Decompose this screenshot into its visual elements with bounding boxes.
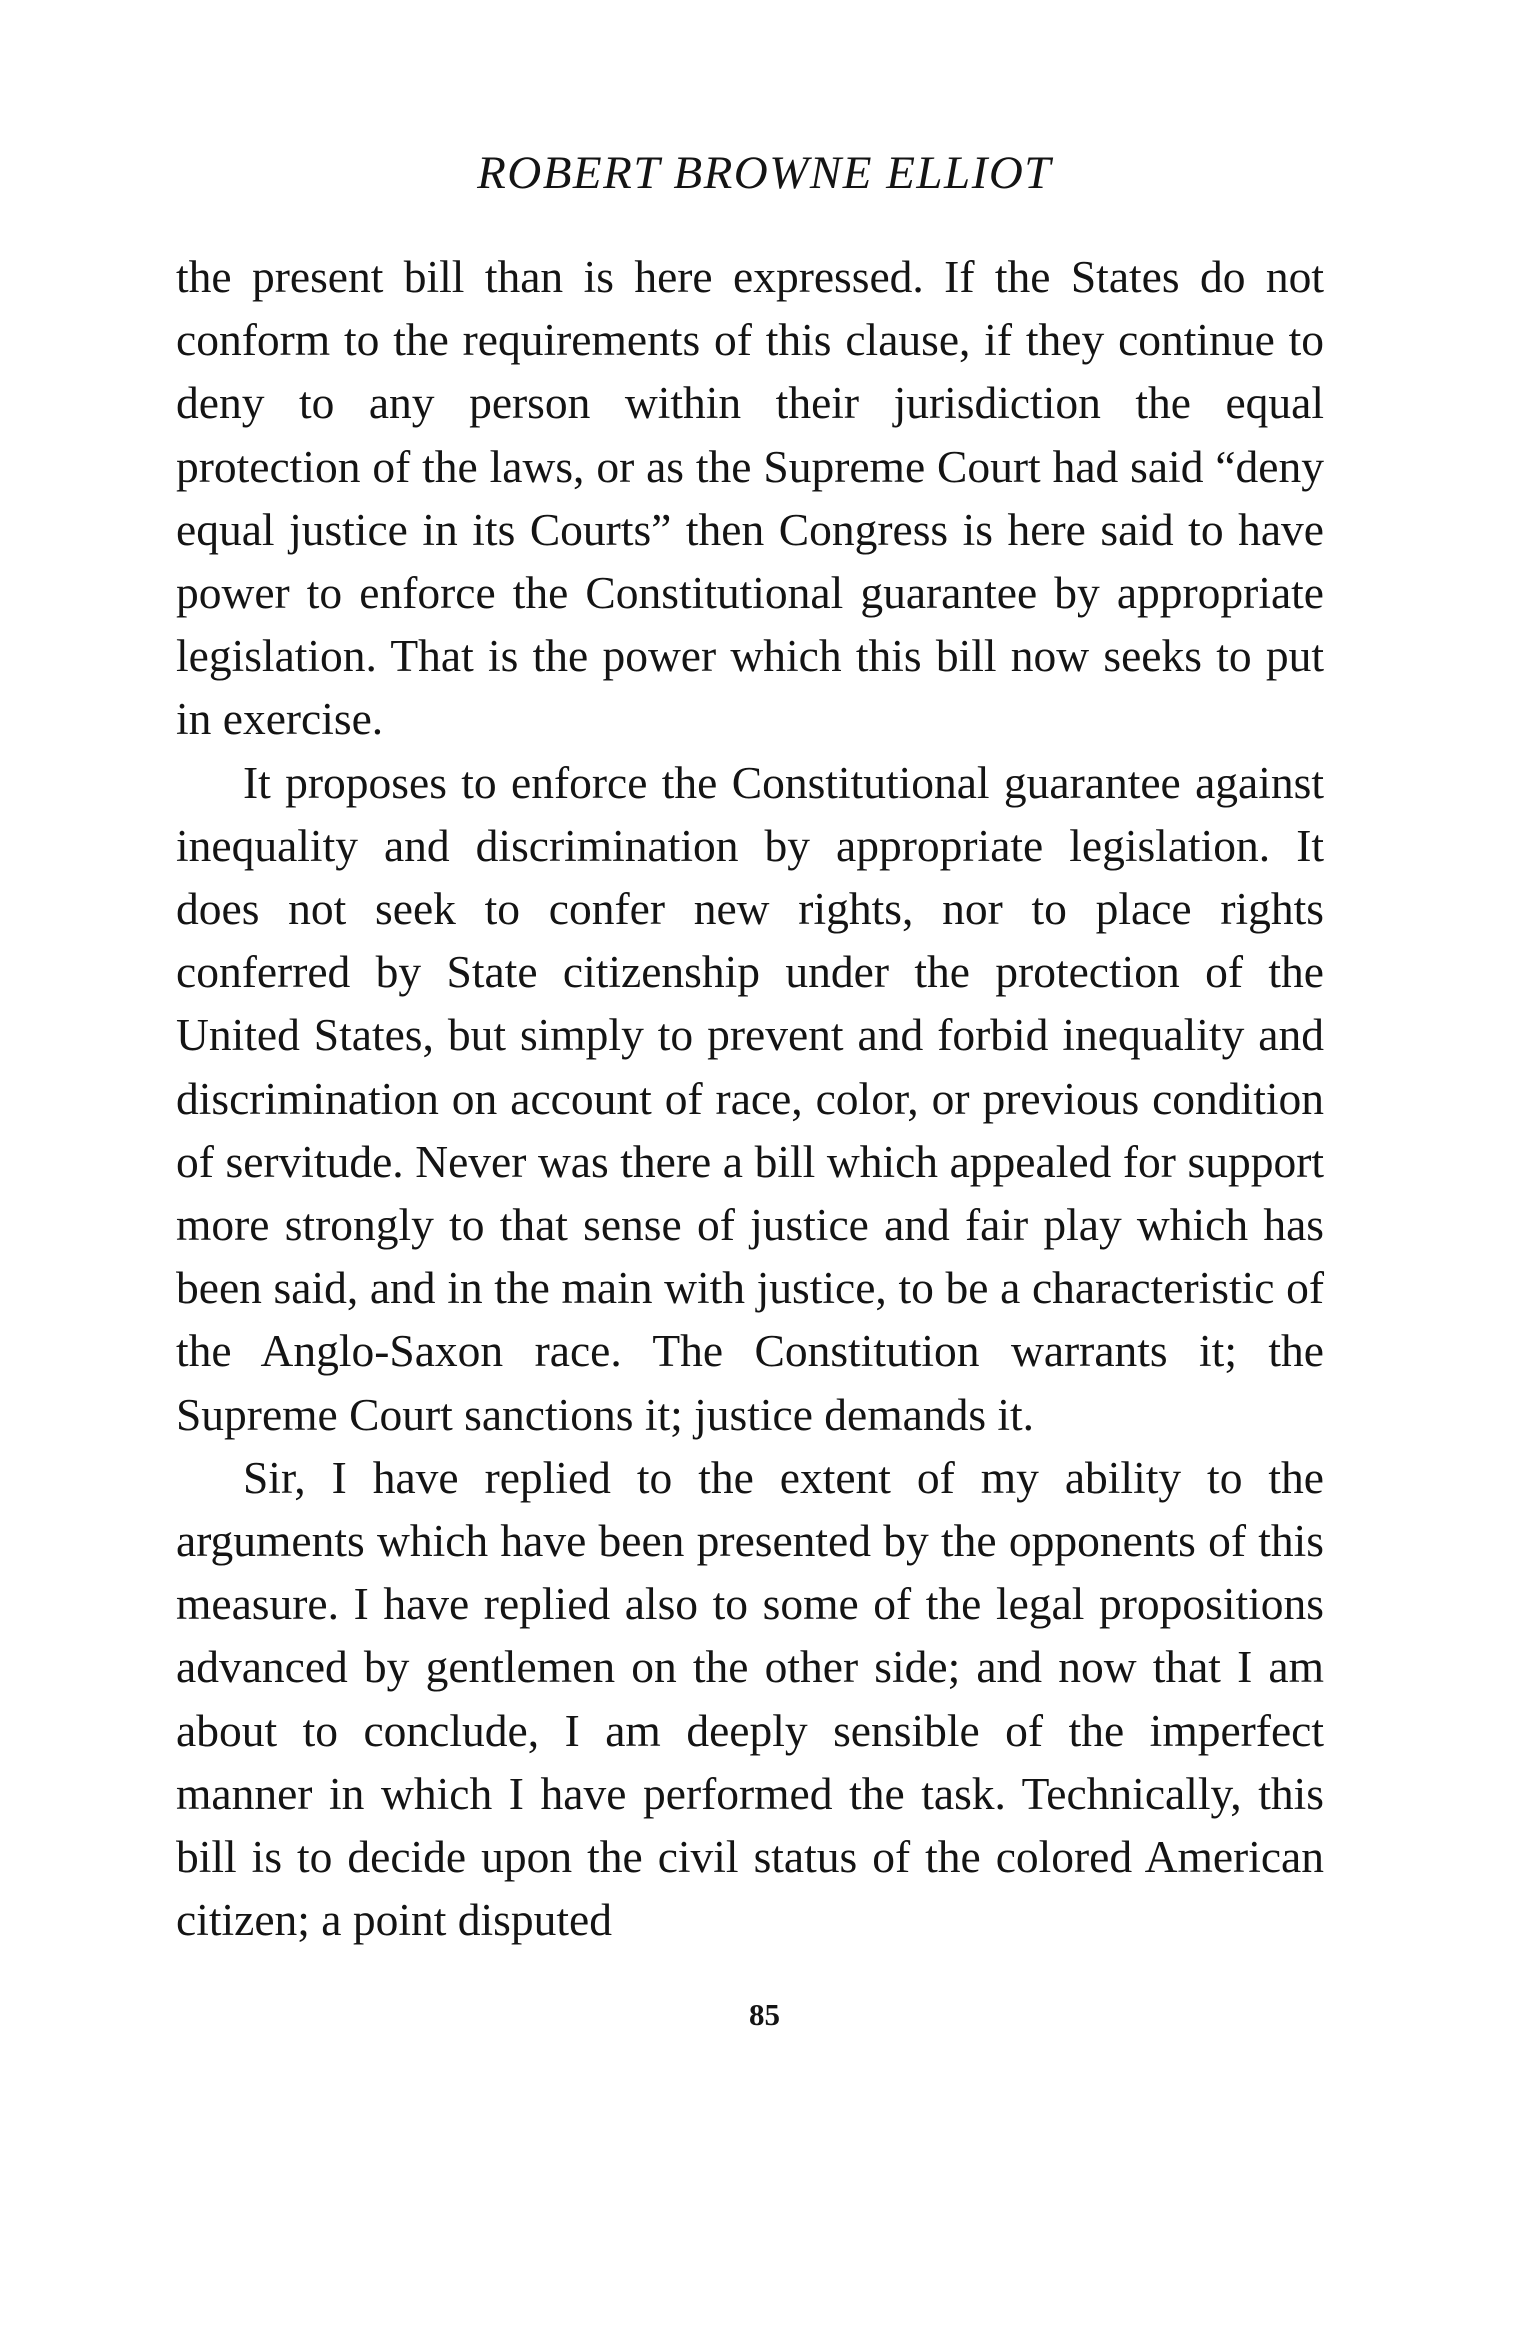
page-number: 85 [749,1997,780,2032]
paragraph: Sir, I have replied to the extent of my ability to the arguments which have been presented by the opponents of this measure. I have replied also to some of the legal propositions advanced by gentlemen on the other side; and now that I am about to conclude, I am deeply sensible of the imperfect manner in which I have performed the task. Technically, this bill is to decide upon the civil status of the colored American citizen; a point disputed [176,1451,1324,1946]
body-text [176,245,1324,1951]
paragraph: It proposes to enforce the Constitutional guarantee against inequality and discrimination by appropriate legislation. It does not seek to confer new rights, nor to place rights conferred by State citizenship under the protection of the United States, but simply to prevent and forbid inequality and discrimination on account of race, color, or previous condition of servitude. Never was there a bill which appealed for support more strongly to that sense of justice and fair play which has been said, and in the main with justice, to be a characteristic of the Anglo-Saxon race. The Constitution warrants it; the Supreme Court sanctions it; justice demands it. [176,756,1324,1440]
running-head: ROBERT BROWNE ELLIOT [477,147,1052,199]
paragraph-continued: the present bill than is here expressed. If the States do not conform to the requirements of this clause, if they continue to deny to any person within their jurisdiction the equal protection of the laws, or as the Supreme Court had said “deny equal justice in its Courts” then Congress is here said to have power to enforce the Constitutional guarantee by appropriate legislation. That is the power which this bill now seeks to put in exercise. [176,251,1324,745]
